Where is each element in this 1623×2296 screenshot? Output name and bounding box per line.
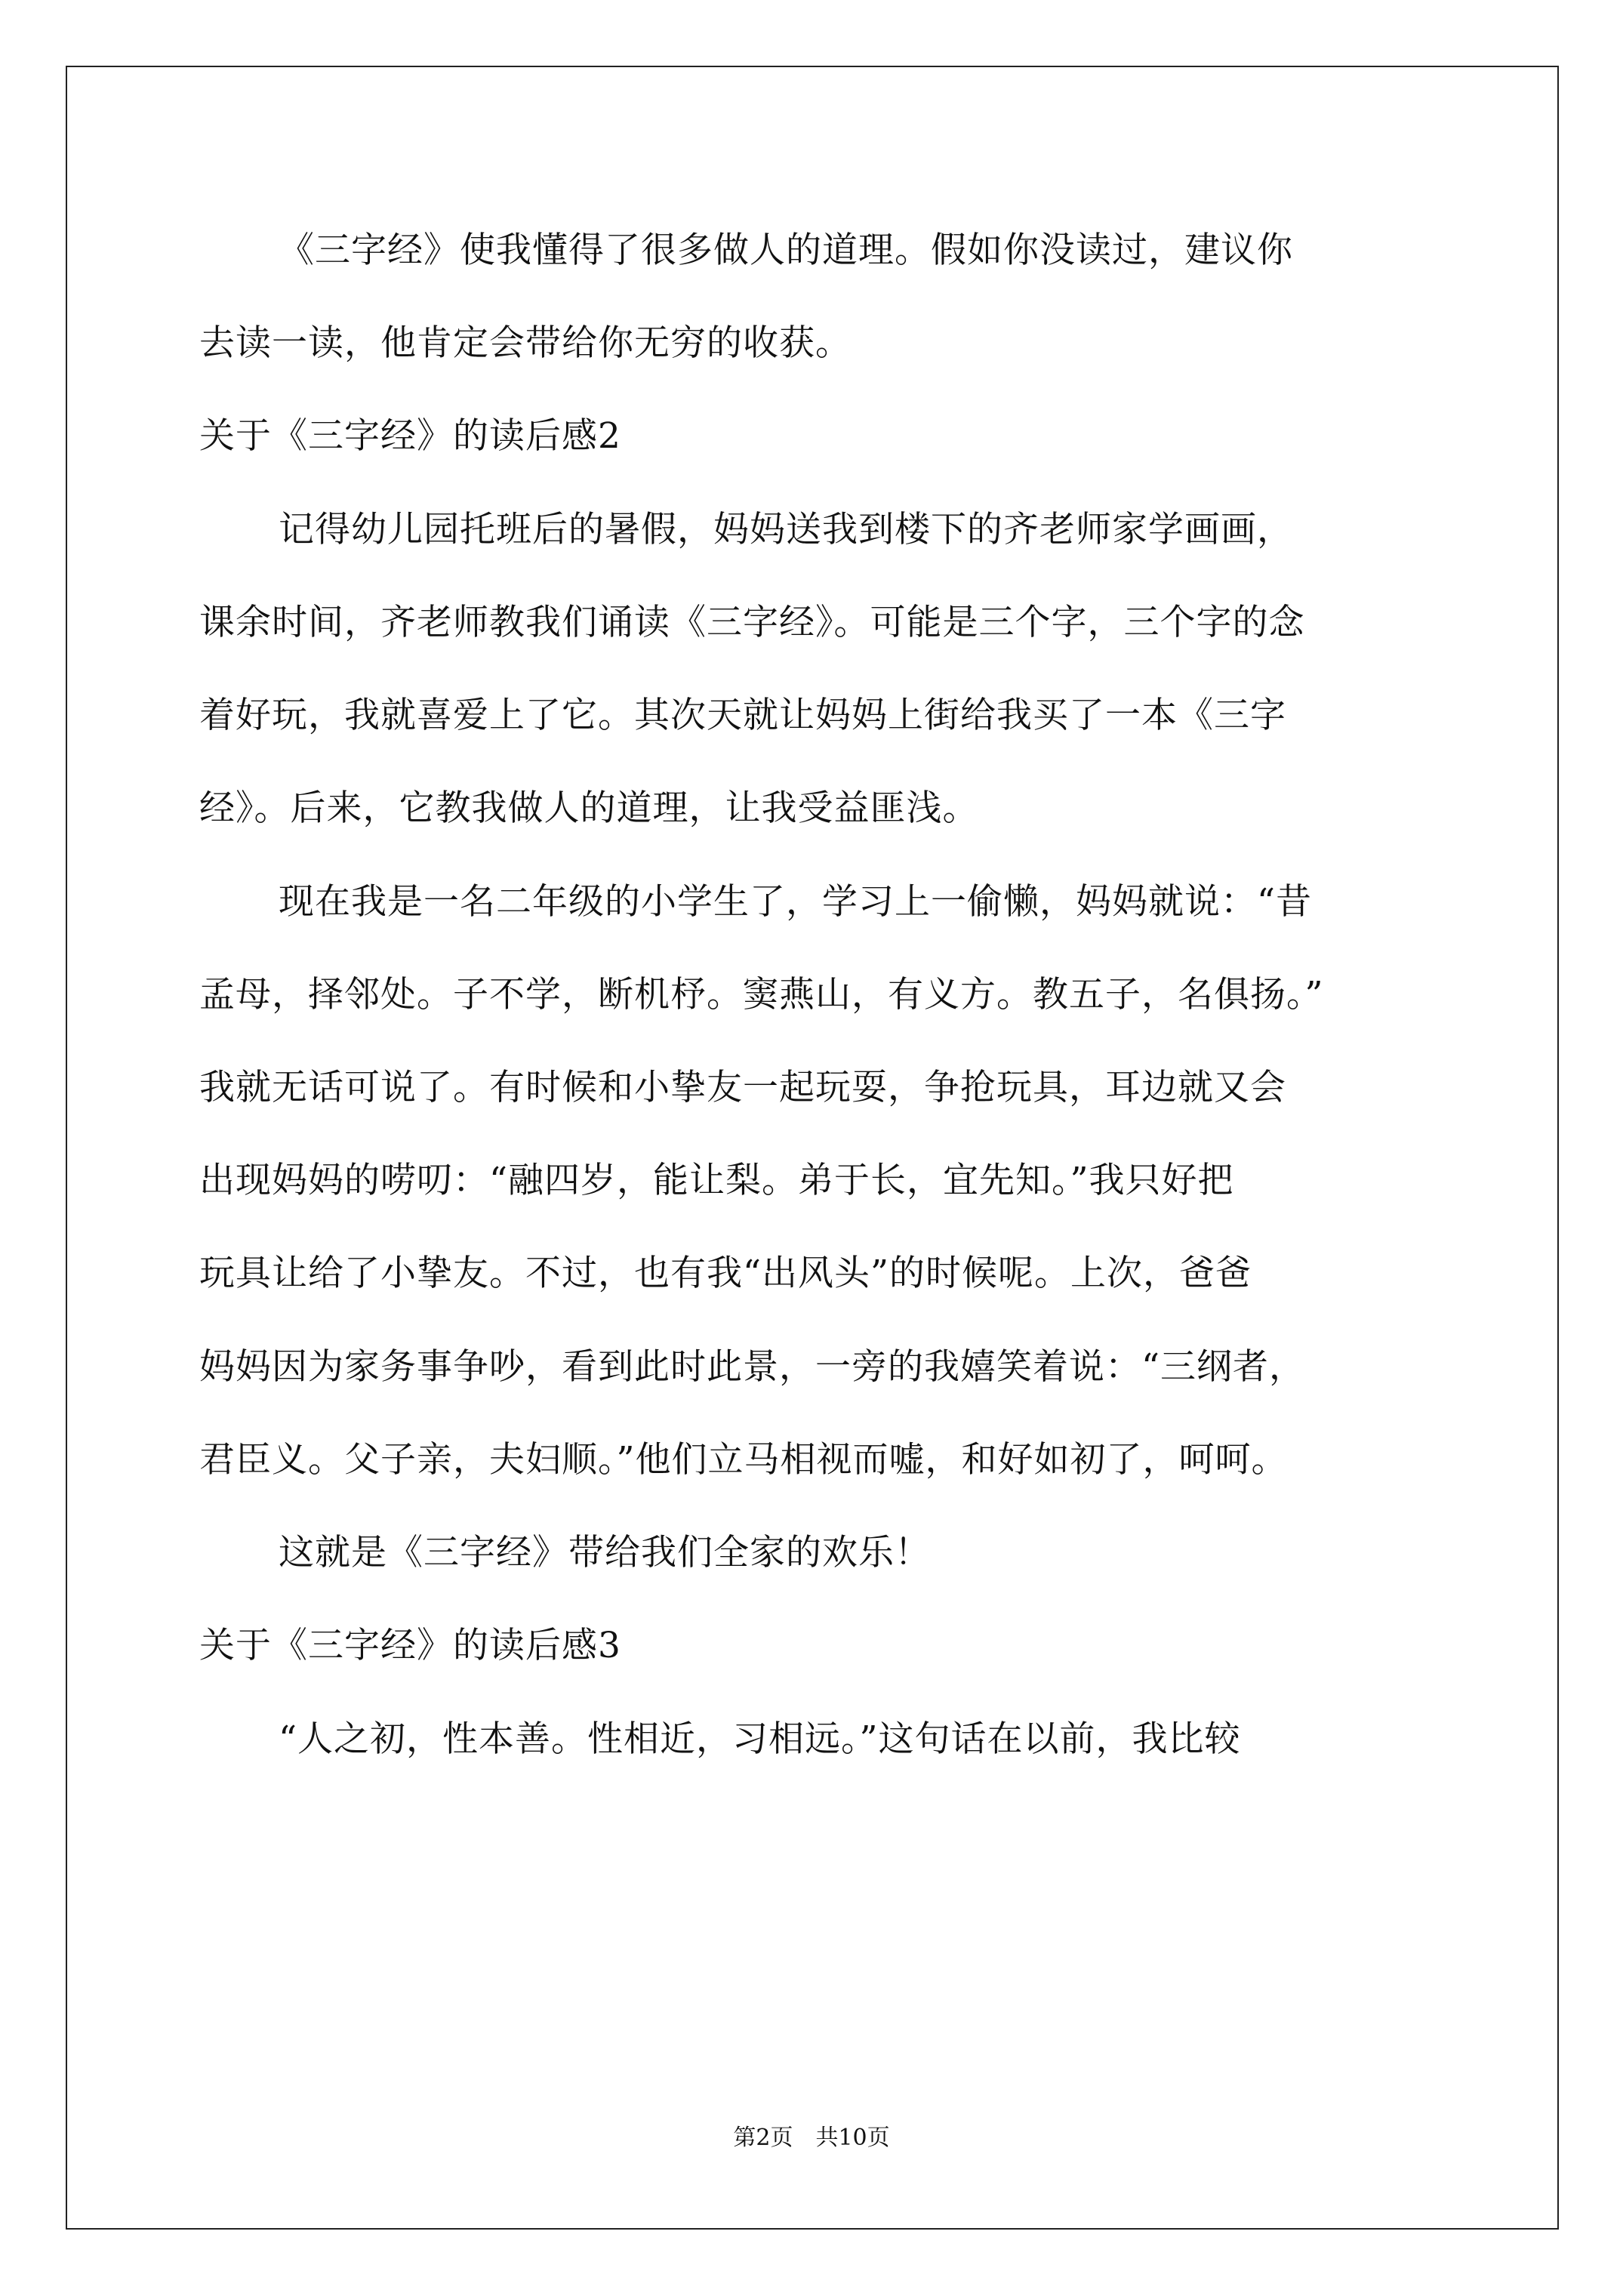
- section-heading: 关于《三字经》的读后感2: [199, 415, 621, 457]
- paragraph-line: 出现妈妈的唠叨：“融四岁，能让梨。弟于长，宜先知。”我只好把: [199, 1160, 1234, 1201]
- paragraph-line: 着好玩，我就喜爱上了它。其次天就让妈妈上街给我买了一本《三字: [199, 695, 1286, 736]
- paragraph-line: 经》。后来，它教我做人的道理，让我受益匪浅。: [199, 787, 979, 829]
- paragraph-line: 记得幼儿园托班后的暑假，妈妈送我到楼下的齐老师家学画画，: [279, 509, 1293, 550]
- page-border: [66, 66, 1559, 2230]
- paragraph-line: 去读一读，他肯定会带给你无穷的收获。: [199, 322, 852, 364]
- paragraph-line: 这就是《三字经》带给我们全家的欢乐！: [279, 1532, 931, 1573]
- paragraph-line: 我就无话可说了。有时候和小挚友一起玩耍，争抢玩具，耳边就又会: [199, 1067, 1286, 1108]
- paragraph-line: 孟母，择邻处。子不学，断机杼。窦燕山，有义方。教五子，名俱扬。”: [199, 974, 1324, 1015]
- section-heading: 关于《三字经》的读后感3: [199, 1625, 621, 1666]
- paragraph-line: 君臣义。父子亲，夫妇顺。”他们立马相视而嘘，和好如初了，呵呵。: [199, 1439, 1288, 1481]
- paragraph-line: 妈妈因为家务事争吵，看到此时此景，一旁的我嬉笑着说：“三纲者，: [199, 1346, 1306, 1388]
- paragraph-line: 课余时间，齐老师教我们诵读《三字经》。可能是三个字，三个字的念: [199, 602, 1305, 643]
- paragraph-line: 玩具让给了小挚友。不过，也有我“出风头”的时候呢。上次，爸爸: [199, 1253, 1252, 1294]
- paragraph-line: 现在我是一名二年级的小学生了，学习上一偷懒，妈妈就说：“昔: [279, 881, 1313, 923]
- paragraph-line: “人之初，性本善。性相近，习相远。”这句话在以前，我比较: [279, 1718, 1241, 1760]
- paragraph-line: 《三字经》使我懂得了很多做人的道理。假如你没读过，建议你: [279, 230, 1293, 271]
- page-number-footer: 第2页 共10页: [733, 2125, 890, 2151]
